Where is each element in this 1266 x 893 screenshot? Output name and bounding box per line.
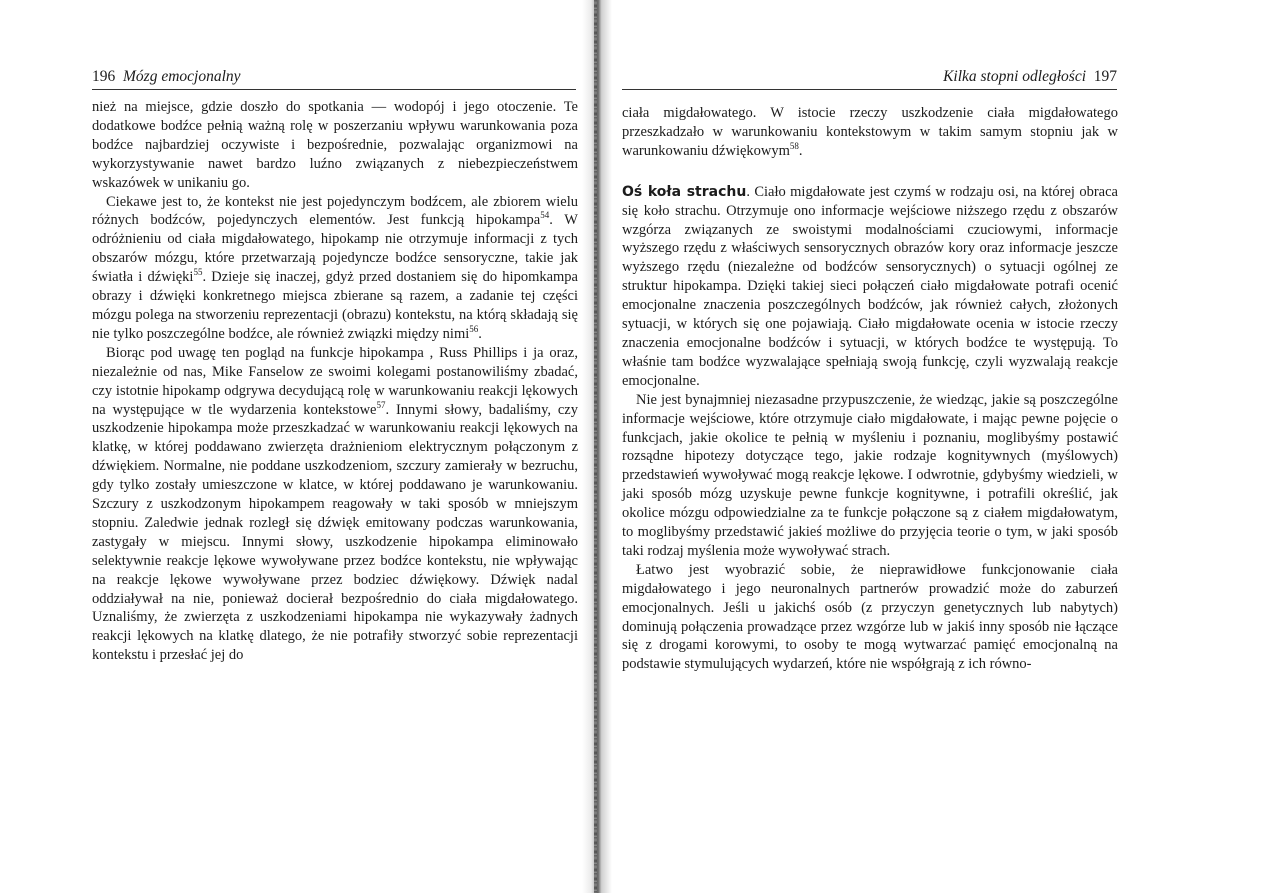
text-run: Ciekawe jest to, że kontekst nie jest pojedynczym bodźcem, ale zbiorem wielu różnych bodźców, pojedynczych elementów. Jest funkcją hipokampa xyxy=(92,193,578,229)
right-page xyxy=(600,0,1266,893)
left-body-text xyxy=(92,98,578,665)
paragraph xyxy=(622,104,1118,161)
footnote-ref: 57 xyxy=(376,399,386,410)
footnote-ref: 58 xyxy=(789,140,799,151)
left-running-head xyxy=(92,68,241,86)
right-running-title: Kilka stopni odległości xyxy=(943,68,1086,85)
paragraph xyxy=(622,183,1118,391)
text-run: . W odróżnieniu od ciała migdałowatego, hipokamp nie otrzymuje informacji z tych obszarów mózgu, które przetwarzają pojedyncze bodźce sensoryczne, takie jak światła i dźwięki xyxy=(92,212,578,286)
paragraph xyxy=(92,344,578,665)
text-run: . Dzieje się inaczej, gdyż przed dostaniem się do hipomkampa obrazy i dźwięki konkretnego miejsca zbierane są razem, a zadanie tej części mózgu polega na stworzeniu reprezentacji (obrazu) kontekstu, na którą składają się nie tylko poszczególne bodźce, ale również związki między nimi xyxy=(92,269,578,342)
text-run: ciała migdałowatego. W istocie rzeczy uszkodzenie ciała migdałowatego przeszkadzało w warunkowaniu kontekstowym w takim samym stopniu jak w warunkowaniu dźwiękowym xyxy=(622,105,1118,159)
right-header-rule xyxy=(622,89,1117,90)
left-running-title: Mózg emocjonalny xyxy=(123,68,241,85)
book-spine-line xyxy=(594,0,597,893)
text-run: . Ciało migdałowate jest czymś w rodzaju osi, na której obraca się koło strachu. Otrzymuje ono informacje wejściowe niższego rzędu z obszarów wzgórza związanych ze swoistymi modalnościami czuciowymi, informacje wyższego rzędu z właściwych sensorycznych obrazów kory oraz informacje jeszcze wyższego rzędu (niezależne od bodźców sensorycznych) o sytuacji ogólnej ze struktur hipokampa. Dzięki takiej sieci połączeń ciało migdałowate potrafi ocenić emocjonalne znaczenia poszczególnych bodźców, jak również całych, złożonych sytuacji, w których się one pojawiają. Ciało migdałowate ocenia w istocie rzeczy znaczenia emocjonalne bodźców i sytuacji, w których bodźce te występują. To właśnie tam bodźce wyzwalające spełniają swoją funkcję, czyli wyzwalają reakcje emocjonalne. xyxy=(622,183,1118,389)
text-run: Nie jest bynajmniej niezasadne przypuszczenie, że wiedząc, jakie są poszczególne informacje wejściowe, które otrzymuje ciało migdałowate, i mając pewne pojęcie o funkcjach, jakie okolice te pełnią w myśleniu i poznaniu, moglibyśmy postawić rozsądne hipotezy dotyczące tego, jakie rodzaje kognitywnych (myślowych) przedstawień wywoływać mogą reakcje lękowe. I odwrotnie, gdybyśmy wiedzieli, w jaki sposób mózg uzyskuje pewne funkcje kognitywne, i potrafili określić, jak okolice mózgu odpowiedzialne za te funkcje połączone są z ciałem migdałowatym, to moglibyśmy przedstawić jakieś możliwe do przyjęcia teorie o tym, w jaki sposób taki rodzaj myślenia może wywoływać strach. xyxy=(622,391,1118,559)
text-run: nież na miejsce, gdzie doszło do spotkania — wodopój i jego otoczenie. Te dodatkowe bodźce pełnią ważną rolę w poszerzaniu wpływu warunkowania poza bodźce najbardziej oczywiste i bezpośrednie, pozwalając organizmowi na wykorzystywanie nawet bardzo luźno związanych z niebezpieczeństwem wskazówek w unikaniu go. xyxy=(92,99,578,191)
left-page-number: 196 xyxy=(92,68,116,85)
paragraph xyxy=(92,193,578,344)
right-page-number: 197 xyxy=(1093,68,1117,85)
paragraph xyxy=(622,391,1118,561)
footnote-ref: 56 xyxy=(469,324,479,335)
right-body-text xyxy=(622,104,1118,674)
footnote-ref: 54 xyxy=(540,210,550,221)
left-header-rule xyxy=(92,89,576,90)
paragraph xyxy=(622,561,1118,674)
text-run: Łatwo jest wyobrazić sobie, że nieprawidłowe funkcjonowanie ciała migdałowatego i jego neuronalnych partnerów prowadzić może do zaburzeń emocjonalnych. Jeśli u jakichś osób (z przyczyn genetycznych lub nabytych) dominują połączenia prowadzące przez wzgórze lub w jakiś inny sposób nie łączące się z drogami korowymi, to osoby te mogą wytwarzać pamięć emocjonalną na podstawie stymulujących wydarzeń, które nie współgrają z ich równo- xyxy=(622,561,1118,673)
text-run: . Innymi słowy, badaliśmy, czy uszkodzenie hipokampa może przeszkadzać w warunkowaniu reakcji lękowych na klatkę, w której poddawano zwierzęta drażnieniom elektrycznym połączonym z dźwiękiem. Normalne, nie poddane uszkodzeniom, szczury zamierały w bezruchu, gdy tylko zostały umieszczone w klatce, w której poddawano je warunkowaniu. Szczury z uszkodzonym hipokampem reagowały w taki sposób w mniejszym stopniu. Zaledwie jednak rozległ się dźwięk emitowany podczas warunkowania, zastygały w miejscu. Innymi słowy, uszkodzenie hipokampa eliminowało selektywnie reakcje lękowe wywoływane przez bodźce kontekstu, nie wpływając na reakcje lękowe wywoływane przez bodziec dźwiękowy. Dźwięk nadal oddziaływał na nie, ponieważ docierał bezpośrednio do ciała migdałowatego. Uznaliśmy, że zwierzęta z uszkodzeniami hipokampa nie wykazywały żadnych reakcji lękowych na klatkę dlatego, że nie potrafiły stworzyć sobie reprezentacji kontekstu i przesłać jej do xyxy=(92,401,578,664)
footnote-ref: 55 xyxy=(193,267,203,278)
text-run: . xyxy=(798,142,803,159)
left-page xyxy=(0,0,590,893)
right-running-head xyxy=(943,68,1117,86)
paragraph xyxy=(92,98,578,193)
section-heading-inline: Oś koła strachu xyxy=(622,183,747,200)
text-run: Biorąc pod uwagę ten pogląd na funkcje hipokampa , Russ Phillips i ja oraz, niezależnie od nas, Mike Fanselow ze swoimi kolegami postanowiliśmy zbadać, czy istotnie hipokamp odgrywa decydującą rolę w warunkowaniu reakcji lękowych na występujące w tle wydarzenia kontekstowe xyxy=(92,344,578,418)
text-run: . xyxy=(478,325,482,342)
